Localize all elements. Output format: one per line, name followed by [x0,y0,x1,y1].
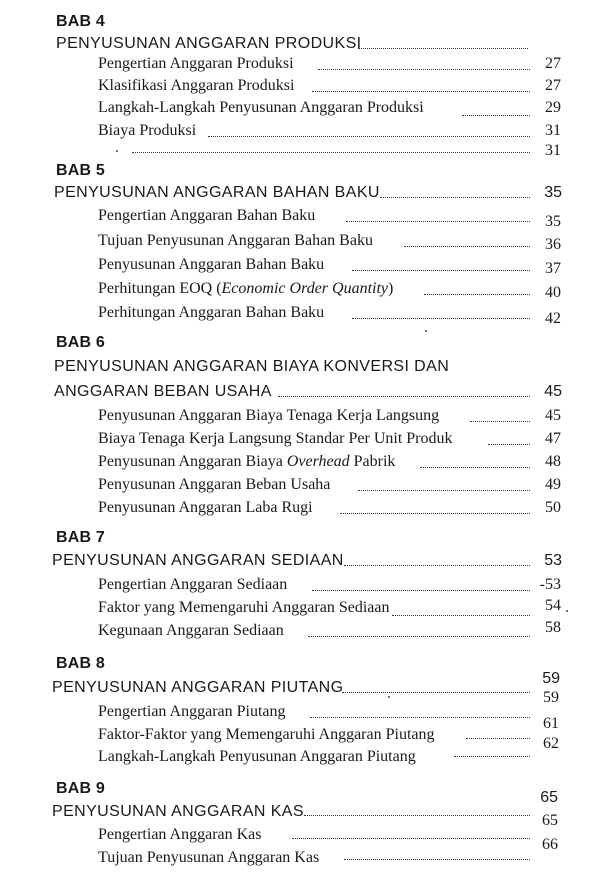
entry-text: Pengertian Anggaran Sediaan [98,576,288,593]
entry-text: Faktor yang Memengaruhi Anggaran Sediaan [98,599,390,616]
dot-leader [308,636,530,637]
entry-text: Penyusunan Anggaran Biaya Overhead Pabrik [98,453,396,470]
chapter-title: PENYUSUNAN ANGGARAN BAHAN BAKU [54,184,380,201]
entry-text: Biaya Tenaga Kerja Langsung Standar Per Unit Produk [98,430,453,447]
toc-entry [0,254,600,276]
chapter-label: BAB 4 [56,13,106,30]
dot-leader [424,294,530,295]
toc-entry [0,597,600,619]
toc-entry [0,53,600,75]
dot-leader [462,115,530,116]
chapter-title-row [0,356,600,378]
entry-text: Faktor-Faktor yang Memengaruhi Anggaran Piutang [98,726,435,743]
page-number: 45 [545,407,561,424]
page-number: 59 [542,670,560,687]
dot-leader [342,692,530,693]
dot-leader [132,152,530,153]
page-number: 53 [544,552,562,569]
entry-text: Penyusunan Anggaran Bahan Baku [98,256,325,273]
toc-entry [0,689,600,723]
page-number: 47 [545,430,561,447]
dot-leader [312,91,530,92]
toc-entry [0,428,600,450]
page-number: 54 [545,597,561,614]
page-number: 27 [545,55,561,72]
toc-entry [0,620,600,642]
entry-text: Penyusunan Anggaran Laba Rugi [98,499,313,516]
entry-text: Pengertian Anggaran Piutang [98,703,286,720]
page-number: 50 [545,499,561,516]
dot-leader [312,590,530,591]
page-number: 65 [542,812,558,829]
chapter-title-row [0,550,600,572]
entry-text: Tujuan Penyusunan Anggaran Bahan Baku [98,232,373,249]
dot-leader [420,467,530,468]
toc-entry [0,205,600,230]
page-number: 36 [545,236,561,253]
page-number: 62 [543,735,559,752]
page-number: 29 [545,99,561,116]
entry-text-italic: Overhead [286,453,350,470]
chapter-label: BAB 6 [56,334,106,351]
toc-entry [0,302,600,327]
toc-entry [0,735,600,768]
entry-text: Penyusunan Anggaran Biaya Tenaga Kerja Langsung [98,407,440,424]
dot-leader [318,69,530,70]
toc-entry [0,715,600,746]
page-number: 66 [542,836,558,853]
page-number: 42 [545,310,561,327]
entry-text: Perhitungan Anggaran Bahan Baku [98,304,325,321]
page-number: 37 [545,260,561,277]
dot-leader [304,815,530,816]
toc-entry [0,497,600,519]
chapter-title-row [0,789,600,823]
chapter-label: BAB 8 [56,655,106,672]
page-number: 31 [545,142,561,159]
dot-leader [358,490,530,491]
entry-text: Langkah-Langkah Penyusunan Anggaran Produksi [98,99,424,116]
entry-text: Tujuan Penyusunan Anggaran Kas [98,849,320,866]
entry-text: Klasifikasi Anggaran Produksi [98,77,295,94]
chapter-title-row [0,33,600,55]
entry-text: Pengertian Anggaran Produksi [98,55,294,72]
chapter-title: PENYUSUNAN ANGGARAN PRODUKSI [56,35,362,52]
entry-text: Langkah-Langkah Penyusunan Anggaran Piutang [98,748,416,765]
page-number: 58 [545,619,561,636]
chapter-title: PENYUSUNAN ANGGARAN SEDIAAN [52,552,344,569]
toc-entry [0,474,600,496]
toc-entry [0,140,600,162]
dot-leader [344,565,530,566]
page-number: 35 [544,184,562,201]
chapter-title: PENYUSUNAN ANGGARAN KAS [52,803,304,820]
page-number: -53 [539,576,561,593]
chapter-title-row [0,381,600,403]
entry-text: Perhitungan EOQ (Economic Order Quantity) [98,280,394,297]
chapter-label: BAB 7 [56,529,106,546]
chapter-title: ANGGARAN BEBAN USAHA [54,383,272,400]
toc-entry [0,278,600,300]
chapter-label: BAB 5 [56,162,106,179]
page-number: 31 [545,122,561,139]
dot-leader [346,221,530,222]
dot-leader [380,197,530,198]
dot-leader [454,756,530,757]
page-number: 48 [545,453,561,470]
entry-text: Pengertian Anggaran Kas [98,826,262,843]
dot-leader [292,838,530,839]
page-number: 40 [545,284,561,301]
chapter-title-row [0,670,600,699]
toc-entry [0,451,600,473]
chapter-title-row [0,182,600,204]
entry-text: Pengertian Anggaran Bahan Baku [98,207,316,224]
entry-text: Penyusunan Anggaran Beban Usaha [98,476,331,493]
dot-leader [340,513,530,514]
entry-text-italic: Economic Order Quantity [221,280,389,297]
scan-speck [425,330,427,332]
toc-entry [0,574,600,596]
toc-entry [0,230,600,252]
entry-text: Kegunaan Anggaran Sediaan [98,622,284,639]
dot-leader [352,270,530,271]
dot-leader [344,859,530,860]
page-number: 61 [543,715,559,732]
page-number: 49 [545,476,561,493]
dot-leader [392,615,530,616]
dot-leader [310,717,530,718]
scan-speck [566,610,568,612]
page-number: 27 [545,77,561,94]
scan-speck [388,696,390,698]
chapter-title: PENYUSUNAN ANGGARAN PIUTANG [52,679,344,696]
dot-leader [404,246,530,247]
entry-text: Biaya Produksi [98,122,197,139]
page-number: 45 [544,383,562,400]
dot-leader [208,136,530,137]
page-number: 35 [545,213,561,230]
dot-leader [352,318,530,319]
page-number: 65 [540,789,558,806]
toc-entry [0,812,600,846]
scan-speck [116,150,118,152]
dot-leader [358,48,528,49]
chapter-title-line: PENYUSUNAN ANGGARAN BIAYA KONVERSI DAN [54,358,450,375]
toc-entry [0,120,600,142]
toc-entry [0,97,600,119]
toc-entry [0,75,600,97]
dot-leader [278,396,530,397]
page-number: 59 [543,689,559,706]
chapter-label: BAB 9 [56,780,106,797]
toc-entry [0,405,600,427]
toc-entry [0,836,600,869]
